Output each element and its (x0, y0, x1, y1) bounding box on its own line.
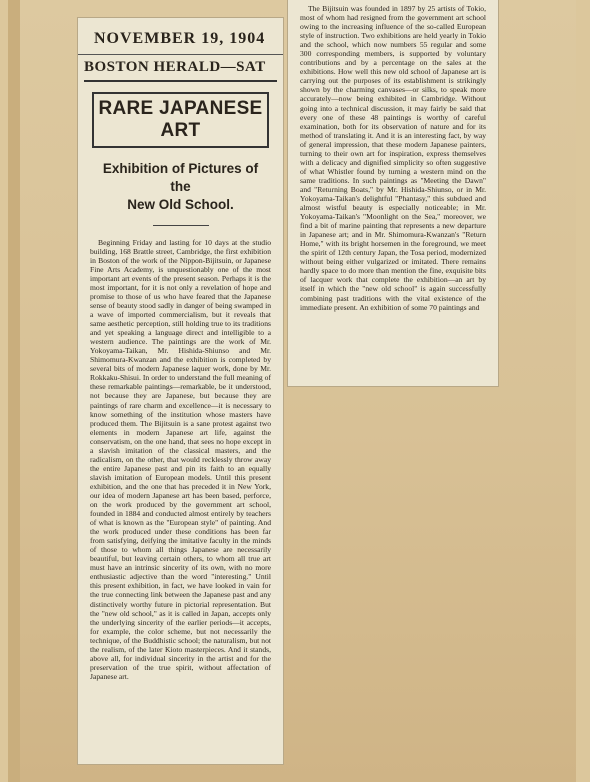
page-binding-edge (8, 0, 20, 782)
article-subhead (92, 160, 269, 215)
article-headline: RARE JAPANESE ART (92, 92, 269, 148)
masthead-rule (84, 80, 277, 82)
dateline: NOVEMBER 19, 1904 (94, 30, 266, 47)
subhead-line-1: Exhibition of Pictures of the (102, 161, 259, 195)
article-body-column-1: Beginning Friday and lasting for 10 days at the studio building, 168 Brattle street, Cambridge, the first exhibition in Boston of the work of the Nippon-Bijitsuin, or Japanese Fine Arts Academy, is unquestionably one of the most important art events of the present season. Perhaps it is the most important, for it is not only a revelation of hope and promise to those of us who have feared that the Japanese sense of beauty stood sadly in danger of being swamped in a wave of imported commercialism, but it reveals that same aesthetic perception, still holding true to its traditions and yet speaking a language direct and intelligible to a western audience. The paintings are the work of Mr. Yokoyama-Taikan, Mr. Hishida-Shiunso and Mr. Shimomura-Kwanzan and the exhibition is completed by several bits of modern Japanese laquer work, done by Mr. Rokkaku-Shisui. In order to understand the full meaning of these remarkable paintings—remarkable, be it understood, not because they are Japanese, but because they are paintings of rare charm and excellence—it is necessary to know something of the institution whose masters have produced them. The Bijitsuin is a sane protest against two elements in modern Japanese art life, against the conservatism, on the one hand, that sees no hope except in a slavish imitation of the classical masters, and the radicalism, on the other, that would recklessly throw away the entire Japanese past and pin its faith to an equally slavish imitation of European models. Until this present exhibition, and the one that has preceded it in New York, our idea of modern Japanese art has been based, perforce, on the work produced by the government art school, founded in 1884 and conducted almost entirely by teachers of what is known as the "European style" of painting. And the work produced under these conditions has been far from satisfying, deifying the imitative faculty in the minds of those to whom all things Japanese are necessarily beautiful, but leaving certain others, to whom all true art must have an intrinsic sincerity of its own, with no more enthusiastic adjective than the word "interesting." Until this present exhibition, in fact, we have looked in vain for the true connecting link between the Japanese past and any distinctively worthy future in pictorial representation. But the "new old school," as it is called in Japan, accepts only the underlying sincerity of the earlier periods—it accepts, for example, the color scheme, but not necessarily the technique, of the Buddhistic school; the naturalism, but not the realism, of the later Kioto masterpieces. And it stands, above all, for individual sincerity in the artist and for the preservation of the true spirit, without affectation of Japanese art. (90, 237, 271, 681)
masthead: BOSTON HERALD—SAT (78, 54, 283, 76)
article-body-column-2: The Bijitsuin was founded in 1897 by 25 artists of Tokio, most of whom had resigned from the government art school owing to the increasing influence of the so-called European style of instruction. Two exhibitions are held yearly in Tokio and the school, which now numbers 55 regular and some 300 corresponding members, is supported by voluntary contributions and by a percentage on the sales at the exhibitions. How well this new old school of Japanese art is carrying out the purposes of its establishment is strikingly shown by the charming canvases—or silks, to speak more accurately—now being exhibited in Cambridge. Without going into a technical discussion, it may fairly be said that every one of these 48 paintings is worthy of careful examination, both for its observation of nature and for its method of translating it. And it is an interesting fact, by way of general impression, that these modern Japanese painters, turning to their own art for inspiration, express themselves with a delicacy and dignified simplicity so often suggestive of what Whistler found by turning a western mind on the same traditions. In such paintings as "Meeting the Dawn" and "Returning Boats," by Mr. Hishida-Shiunso, or in Mr. Yokoyama-Taikan's delightful "Phantasy," this subdued and almost wistful beauty is especially noticeable; in Mr. Yokoyama-Taikan's "Moonlight on the Sea," moreover, we find a bit of marine painting that represents a new departure in Japanese art; and in Mr. Shimomura-Kwanzan's "Return Home," with its bright horsemen in the foreground, we meet the spirit of 12th century Japan, the Tosa period, modernized without being either vulgarized or imitated. There remains hardly space to do more than mention the fine, exquisite bits of lacquer work that complete the exhibition—an art by itself in which the "new old school" is again successfully combining past traditions with the vital existence of the immediate present. An exhibition of some 70 paintings and (300, 4, 486, 312)
subhead-rule (153, 225, 209, 226)
subhead-line-2: New Old School. (127, 197, 234, 213)
newspaper-clipping-right (288, 0, 498, 386)
newspaper-clipping-left (78, 18, 283, 764)
